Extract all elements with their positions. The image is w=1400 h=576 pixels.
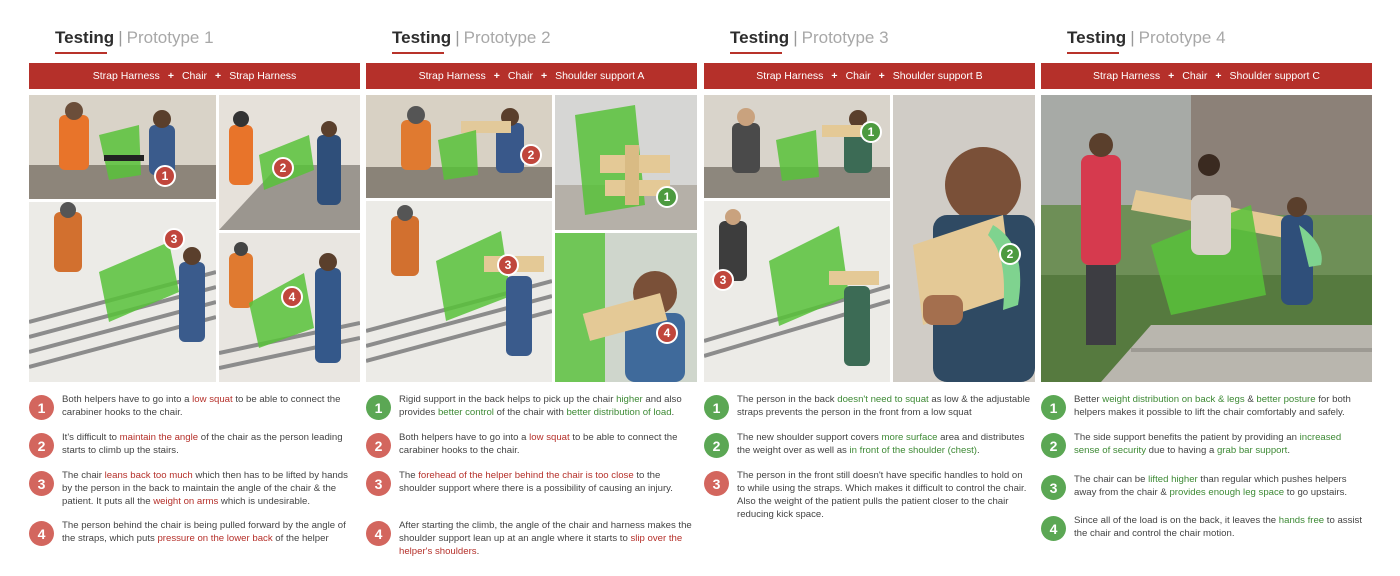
note-number-badge: 3 bbox=[29, 471, 54, 496]
highlight-text: hands free bbox=[1278, 515, 1325, 526]
highlight-text: weight on arms bbox=[153, 496, 219, 507]
column-prototype-1 bbox=[29, 0, 360, 576]
note-number-badge: 1 bbox=[366, 395, 391, 420]
heading-title: Testing bbox=[55, 28, 115, 47]
photo-outdoor-stairs bbox=[1041, 95, 1372, 382]
highlight-text: pressure on the lower back bbox=[157, 533, 273, 544]
note-text-segment: Both helpers have to go into a bbox=[62, 394, 193, 405]
note-text-segment: to be able to connect the carabiner hooks to the chair. bbox=[62, 394, 341, 418]
note-text-segment: Better bbox=[1074, 394, 1103, 405]
highlight-text: better control bbox=[437, 407, 494, 418]
photo-marker: 3 bbox=[163, 228, 185, 250]
note-text-segment: Since all of the load is on the back, it leaves the bbox=[1074, 515, 1279, 526]
note-text-segment: Both helpers have to go into a bbox=[399, 432, 530, 443]
note-text bbox=[399, 519, 693, 558]
column-heading: Testing | Prototype 3 bbox=[730, 28, 889, 56]
note-text-segment: to go upstairs. bbox=[1284, 487, 1348, 498]
heading-subtitle: Prototype 4 bbox=[1138, 28, 1226, 47]
note-text-segment: & bbox=[1244, 394, 1257, 405]
highlight-text: slip over the helper's shoulders bbox=[399, 533, 683, 557]
note-text-segment: The person in the back bbox=[737, 394, 838, 405]
note-text-segment: The person behind the chair is being pulled forward by the angle of the straps, which puts bbox=[62, 520, 346, 544]
note-text-segment: to assist the chair and control the chair motion. bbox=[1074, 515, 1362, 539]
highlight-text: better distribution of load bbox=[566, 407, 672, 418]
note-number-badge: 1 bbox=[29, 395, 54, 420]
note-text-segment: of the chair with bbox=[493, 407, 567, 418]
photo-marker: 1 bbox=[154, 165, 176, 187]
heading-underline bbox=[392, 52, 444, 54]
photo-marker: 1 bbox=[860, 121, 882, 143]
note-text-segment: which then has to be lifted by hands by the person in the back to maintain the angle of the chair & the patient. It puts all the bbox=[62, 470, 348, 507]
note-number-badge: 2 bbox=[29, 433, 54, 458]
note-number-badge: 1 bbox=[704, 395, 729, 420]
note-text bbox=[399, 431, 693, 457]
note-text bbox=[737, 393, 1031, 419]
photo-support-a-closeup bbox=[555, 95, 697, 230]
highlight-text: maintain the angle bbox=[119, 432, 199, 443]
note-number-badge: 2 bbox=[1041, 433, 1066, 458]
note-text-segment: to be able to connect the carabiner hooks to the chair. bbox=[399, 432, 678, 456]
note-text bbox=[399, 393, 693, 419]
note-text-segment: . bbox=[671, 407, 675, 418]
column-prototype-2 bbox=[366, 0, 697, 576]
note-text-segment: to the shoulder support where there is a possibility of causing an injury. bbox=[399, 470, 673, 494]
highlight-text: grab bar support bbox=[1216, 445, 1288, 456]
note-text bbox=[62, 469, 356, 508]
highlight-text: low squat bbox=[192, 394, 233, 405]
heading-title: Testing bbox=[392, 28, 452, 47]
note-text-segment: The chair bbox=[62, 470, 105, 481]
note-text bbox=[1074, 473, 1368, 499]
note-text bbox=[399, 469, 693, 495]
note-text bbox=[62, 393, 356, 419]
note-text-segment: The side support benefits the patient by providing an bbox=[1074, 432, 1300, 443]
note-text-segment: due to having a bbox=[1146, 445, 1217, 456]
note-text-segment: than regular which pushes helpers away from the chair & bbox=[1074, 474, 1347, 498]
highlight-text: low squat bbox=[529, 432, 570, 443]
note-number-badge: 4 bbox=[366, 521, 391, 546]
photo-collage bbox=[704, 95, 1035, 382]
note-number-badge: 3 bbox=[366, 471, 391, 496]
note-number-badge: 2 bbox=[704, 433, 729, 458]
highlight-text: leans back too much bbox=[104, 470, 193, 481]
photo-marker: 1 bbox=[656, 186, 678, 208]
highlight-text: better posture bbox=[1256, 394, 1316, 405]
note-text-segment: . bbox=[976, 445, 980, 456]
heading-subtitle: Prototype 1 bbox=[126, 28, 214, 47]
note-text bbox=[1074, 393, 1368, 419]
highlight-text: doesn't need to squat bbox=[837, 394, 929, 405]
note-number-badge: 3 bbox=[1041, 475, 1066, 500]
note-text bbox=[737, 431, 1031, 457]
column-heading: Testing | Prototype 1 bbox=[55, 28, 214, 56]
photo-marker: 3 bbox=[712, 269, 734, 291]
note-text-segment: The chair can be bbox=[1074, 474, 1149, 485]
photo-marker: 3 bbox=[497, 254, 519, 276]
photo-stair-climb bbox=[29, 202, 216, 382]
config-bar: Strap Harness + Chair + Strap Harness bbox=[29, 63, 360, 89]
column-heading: Testing | Prototype 2 bbox=[392, 28, 551, 56]
highlight-text: weight distribution on back & legs bbox=[1102, 394, 1245, 405]
photo-collage bbox=[1041, 95, 1372, 382]
photo-no-squat bbox=[704, 95, 890, 198]
heading-subtitle: Prototype 2 bbox=[463, 28, 551, 47]
note-text bbox=[1074, 431, 1368, 457]
heading-title: Testing bbox=[730, 28, 790, 47]
note-text-segment: Rigid support in the back helps to pick up the chair bbox=[399, 394, 617, 405]
note-number-badge: 1 bbox=[1041, 395, 1066, 420]
photo-collage bbox=[29, 95, 360, 382]
note-text-segment: It's difficult to bbox=[62, 432, 120, 443]
note-number-badge: 3 bbox=[704, 471, 729, 496]
note-text bbox=[62, 519, 356, 545]
note-text bbox=[737, 469, 1031, 521]
note-text bbox=[1074, 514, 1368, 540]
heading-underline bbox=[55, 52, 107, 54]
note-text-segment: The new shoulder support covers bbox=[737, 432, 882, 443]
photo-no-handles bbox=[704, 201, 890, 382]
note-text-segment: of the helper bbox=[272, 533, 329, 544]
note-number-badge: 4 bbox=[29, 521, 54, 546]
note-text-segment: for both helpers makes it possible to lift the chair comfortably and safely. bbox=[1074, 394, 1351, 418]
note-text bbox=[62, 431, 356, 457]
highlight-text: lifted higher bbox=[1148, 474, 1198, 485]
note-text-segment: The person in the front still doesn't have specific handles to hold on to while using the straps. Which makes it difficult to control the chair. Also the weight of the patient pulls the patient closer to the chair reducing kick space. bbox=[737, 470, 1027, 520]
note-text-segment: of the chair as the person leading starts to climb up the stairs. bbox=[62, 432, 343, 456]
photo-forehead-close bbox=[366, 201, 552, 382]
heading-title: Testing bbox=[1067, 28, 1127, 47]
highlight-text: provides enough leg space bbox=[1169, 487, 1285, 498]
photo-marker: 2 bbox=[520, 144, 542, 166]
note-text-segment: and also provides bbox=[399, 394, 682, 418]
note-text-segment: The bbox=[399, 470, 419, 481]
note-text-segment: After starting the climb, the angle of the chair and harness makes the shoulder support lean up at an angle where it starts to bbox=[399, 520, 692, 544]
note-text-segment: . bbox=[1287, 445, 1291, 456]
config-bar: Strap Harness + Chair + Shoulder support B bbox=[704, 63, 1035, 89]
column-heading: Testing | Prototype 4 bbox=[1067, 28, 1226, 56]
photo-squat-connect bbox=[29, 95, 216, 199]
config-bar: Strap Harness + Chair + Shoulder support C bbox=[1041, 63, 1372, 89]
heading-subtitle: Prototype 3 bbox=[801, 28, 889, 47]
highlight-text: in front of the shoulder (chest) bbox=[849, 445, 977, 456]
note-number-badge: 4 bbox=[1041, 516, 1066, 541]
config-bar: Strap Harness + Chair + Shoulder support A bbox=[366, 63, 697, 89]
note-text-segment: . bbox=[476, 546, 480, 557]
photo-marker: 4 bbox=[281, 286, 303, 308]
note-text-segment: which is undesirable. bbox=[218, 496, 310, 507]
column-prototype-3 bbox=[704, 0, 1035, 576]
heading-underline bbox=[1067, 52, 1119, 54]
note-number-badge: 2 bbox=[366, 433, 391, 458]
photo-collage bbox=[366, 95, 697, 382]
note-text-segment: area and distributes the weight over as well as bbox=[737, 432, 1025, 456]
photo-marker: 4 bbox=[656, 322, 678, 344]
highlight-text: higher bbox=[616, 394, 643, 405]
photo-marker: 2 bbox=[999, 243, 1021, 265]
photo-support-b-closeup bbox=[893, 95, 1035, 382]
heading-underline bbox=[730, 52, 782, 54]
highlight-text: more surface bbox=[881, 432, 938, 443]
highlight-text: increased sense of security bbox=[1074, 432, 1342, 456]
column-prototype-4 bbox=[1041, 0, 1372, 576]
photo-slip-over bbox=[555, 233, 697, 382]
highlight-text: forehead of the helper behind the chair is too close bbox=[418, 470, 634, 481]
note-text-segment: as low & the adjustable straps prevents the person in the front from a low squat bbox=[737, 394, 1031, 418]
photo-marker: 2 bbox=[272, 157, 294, 179]
